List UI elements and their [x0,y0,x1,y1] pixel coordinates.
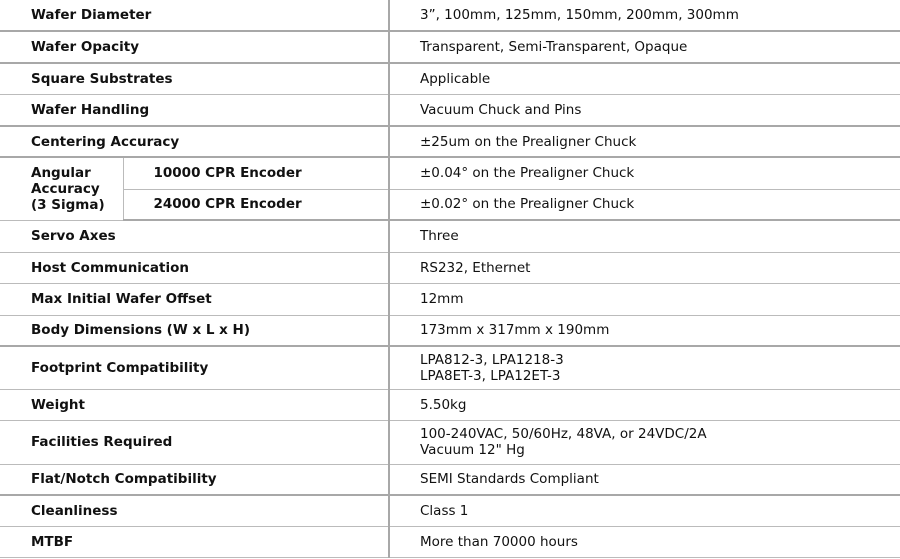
angular-accuracy-label [0,157,123,220]
spec-value: SEMI Standards Compliant [389,464,900,495]
spec-value: Class 1 [389,495,900,526]
spec-value: More than 70000 hours [389,526,900,557]
spec-label: Facilities Required [0,420,389,464]
table-row [0,157,900,189]
angular-label-line: Accuracy [31,180,100,197]
table-row [0,0,900,31]
spec-value: 3”, 100mm, 125mm, 150mm, 200mm, 300mm [389,0,900,31]
spec-value: Three [389,220,900,252]
spec-label: Cleanliness [0,495,389,526]
spec-label: Weight [0,389,389,420]
spec-value: Transparent, Semi-Transparent, Opaque [389,31,900,63]
spec-value: ±0.02° on the Prealigner Chuck [389,189,900,220]
table-row [0,252,900,283]
spec-label: Servo Axes [0,220,389,252]
spec-label: Centering Accuracy [0,126,389,157]
spec-value: ±25um on the Prealigner Chuck [389,126,900,157]
table-row [0,189,900,220]
spec-label: Flat/Notch Compatibility [0,464,389,495]
spec-label: Wafer Diameter [0,0,389,31]
spec-value: Applicable [389,63,900,94]
value-line: LPA812-3, LPA1218-3 [420,351,564,368]
table-row [0,420,900,464]
table-row [0,126,900,157]
table-row [0,283,900,315]
table-row [0,94,900,126]
value-line: 100-240VAC, 50/60Hz, 48VA, or 24VDC/2A [420,426,707,442]
encoder-label: 24000 CPR Encoder [123,189,389,220]
spec-value: 12mm [389,283,900,315]
encoder-label: 10000 CPR Encoder [123,157,389,189]
spec-value: 173mm x 317mm x 190mm [389,315,900,346]
value-line: Vacuum 12" Hg [420,442,525,458]
table-row [0,526,900,557]
spec-label: Footprint Compatibility [0,346,389,389]
spec-label: Max Initial Wafer Offset [0,283,389,315]
table-row [0,63,900,94]
table-row [0,220,900,252]
spec-value [389,420,900,464]
spec-value: RS232, Ethernet [389,252,900,283]
spec-label: Wafer Handling [0,94,389,126]
spec-label: MTBF [0,526,389,557]
spec-value: ±0.04° on the Prealigner Chuck [389,157,900,189]
table-row [0,315,900,346]
angular-label-line: (3 Sigma) [31,196,105,213]
table-row [0,31,900,63]
spec-label: Wafer Opacity [0,31,389,63]
spec-value: Vacuum Chuck and Pins [389,94,900,126]
table-row [0,464,900,495]
spec-label: Body Dimensions (W x L x H) [0,315,389,346]
spec-value: 5.50kg [389,389,900,420]
spec-label: Host Communication [0,252,389,283]
table-row [0,389,900,420]
table-row [0,346,900,389]
angular-label-line: Angular [31,164,91,181]
spec-label: Square Substrates [0,63,389,94]
spec-value [389,346,900,389]
table-row [0,495,900,526]
value-line: LPA8ET-3, LPA12ET-3 [420,367,561,384]
